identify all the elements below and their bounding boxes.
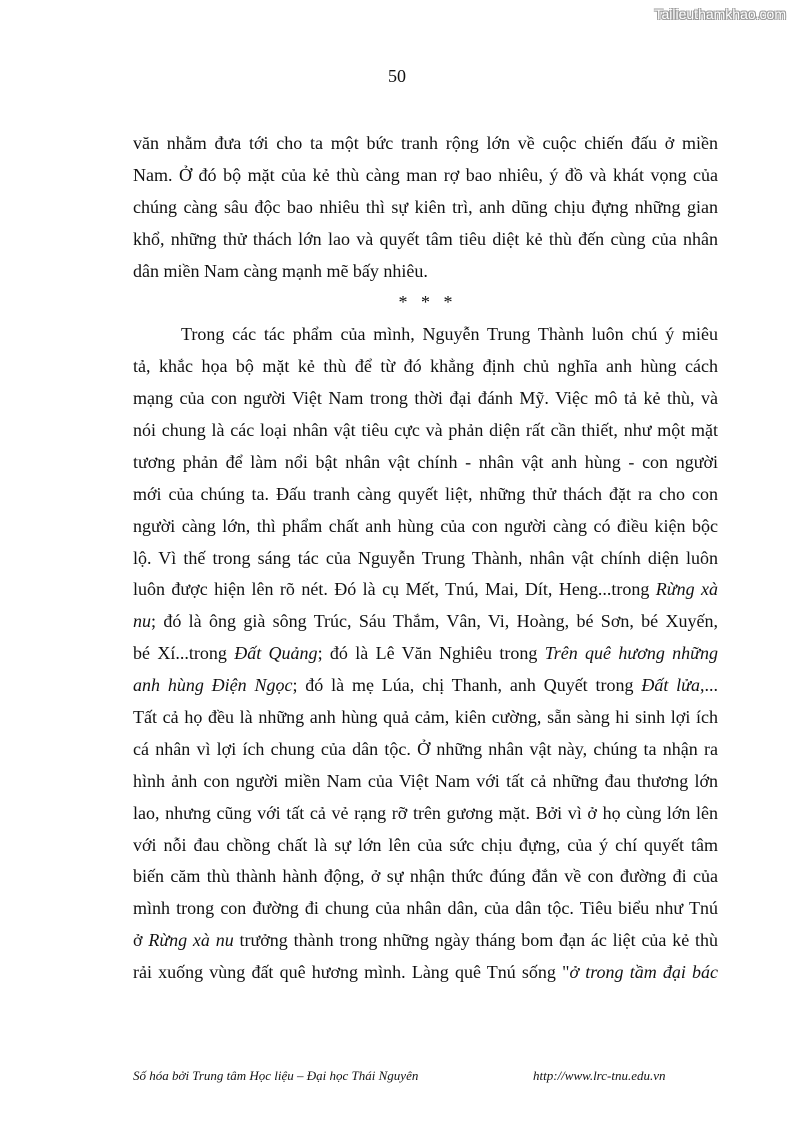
text-line: nu; đó là ông già sông Trúc, Sáu Thắm, Vân, Vi, Hoàng, bé Sơn, bé Xuyến, bbox=[133, 611, 718, 632]
footer-credit: Số hóa bởi Trung tâm Học liệu – Đại học Thái Nguyên bbox=[133, 1068, 419, 1083]
text-line: Nam. Ở đó bộ mặt của kẻ thù càng man rợ bao nhiêu, ý đồ và khát vọng của bbox=[133, 164, 718, 185]
footer-url-link[interactable]: http://www.lrc-tnu.edu.vn bbox=[533, 1068, 666, 1083]
text-line: lao, nhưng cũng với tất cả vẻ rạng rỡ trên gương mặt. Bởi vì ở họ cùng lớn lên bbox=[133, 802, 718, 823]
page-number: 50 bbox=[388, 66, 406, 86]
text-line: rải xuống vùng đất quê hương mình. Làng quê Tnú sống "ở trong tầm đại bác bbox=[133, 962, 718, 983]
text-line: anh hùng Điện Ngọc; đó là mẹ Lúa, chị Thanh, anh Quyết trong Đất lửa,... bbox=[133, 675, 718, 696]
text-line: cá nhân vì lợi ích chung của dân tộc. Ở những nhân vật này, chúng ta nhận ra bbox=[133, 738, 718, 759]
watermark-text: Tailieuthamkhao.com bbox=[654, 6, 786, 22]
text-line: người càng lớn, thì phẩm chất anh hùng của con người càng có điều kiện bộc bbox=[133, 515, 718, 536]
text-line: tả, khắc họa bộ mặt kẻ thù để từ đó khẳng định chủ nghĩa anh hùng cách bbox=[133, 356, 718, 377]
text-line: nói chung là các loại nhân vật tiêu cực và phản diện rất cần thiết, như một mặt bbox=[133, 420, 718, 441]
text-line: biến căm thù thành hành động, ở sự nhận thức đúng đắn về con đường đi của bbox=[133, 866, 718, 887]
text-line: Trong các tác phẩm của mình, Nguyễn Trung Thành luôn chú ý miêu bbox=[181, 324, 718, 345]
text-line: lộ. Vì thế trong sáng tác của Nguyễn Trung Thành, nhân vật chính diện luôn bbox=[133, 547, 718, 568]
body-text bbox=[133, 128, 718, 989]
text-line: mạng của con người Việt Nam trong thời đại đánh Mỹ. Việc mô tả kẻ thù, và bbox=[133, 388, 718, 409]
text-line: luôn được hiện lên rõ nét. Đó là cụ Mết, Tnú, Mai, Dít, Heng...trong Rừng xà bbox=[133, 579, 718, 600]
text-line: ở Rừng xà nu trưởng thành trong những ngày tháng bom đạn ác liệt của kẻ thù bbox=[133, 930, 719, 951]
text-line: tương phản để làm nổi bật nhân vật chính - nhân vật anh hùng - con người bbox=[133, 451, 718, 472]
text-line: hình ảnh con người miền Nam của Việt Nam với tất cả những đau thương lớn bbox=[133, 770, 718, 791]
text-line: với nỗi đau chồng chất là sự lớn lên của sức chịu đựng, của ý chí quyết tâm bbox=[133, 834, 718, 855]
text-line: khổ, những thử thách lớn lao và quyết tâm tiêu diệt kẻ thù đến cùng của nhân bbox=[133, 228, 718, 249]
text-line: mới của chúng ta. Đấu tranh càng quyết liệt, những thử thách đặt ra cho con bbox=[133, 483, 718, 504]
text-line: dân miền Nam càng mạnh mẽ bấy nhiêu. bbox=[133, 260, 428, 281]
text-line: chúng càng sâu độc bao nhiêu thì sự kiên trì, anh dũng chịu đựng những gian bbox=[133, 196, 718, 217]
text-line: văn nhằm đưa tới cho ta một bức tranh rộng lớn về cuộc chiến đấu ở miền bbox=[133, 133, 718, 153]
section-separator: * * * bbox=[398, 292, 453, 313]
text-line: bé Xí...trong Đất Quảng; đó là Lê Văn Nghiêu trong Trên quê hương những bbox=[133, 643, 719, 664]
text-line: Tất cả họ đều là những anh hùng quả cảm, kiên cường, sẵn sàng hi sinh lợi ích bbox=[133, 707, 718, 728]
text-line: mình trong con đường đi chung của nhân dân, của dân tộc. Tiêu biểu như Tnú bbox=[133, 898, 718, 919]
